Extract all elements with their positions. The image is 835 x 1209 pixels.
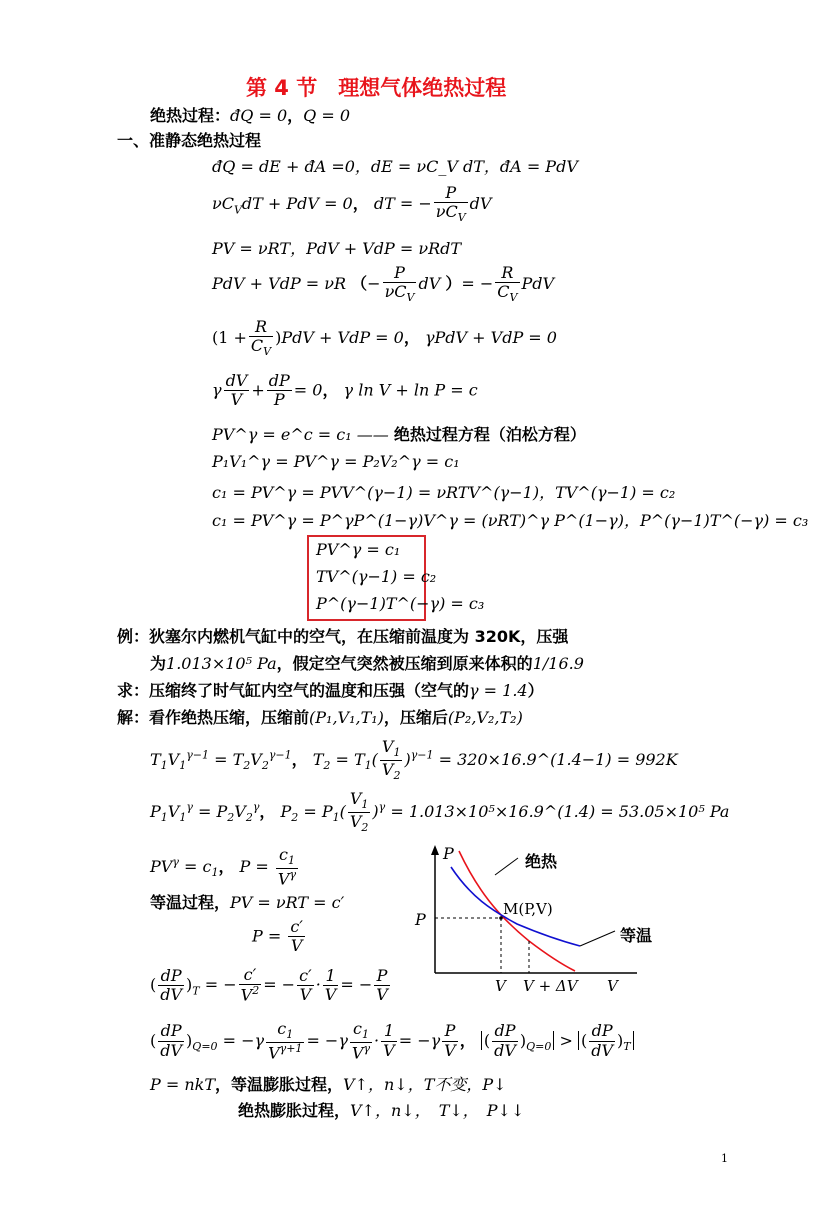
p-tick-label: P	[415, 910, 426, 929]
poisson-label: 绝热过程方程（泊松方程）	[393, 425, 586, 444]
boxed-eq-2: TV^(γ−1) = c₂	[316, 567, 437, 586]
v-axis-label: V	[607, 977, 618, 995]
nkt-eq: P = nkT	[150, 1075, 216, 1094]
iso-expansion-label: ，等温膨胀过程，	[215, 1075, 344, 1094]
example-pressure: 1.013×10⁵ Pa	[166, 654, 277, 673]
pressure-calc: $P_1V_1^\gamma = P_2V_2^\gamma$， $P_2 = P_1$( $\frac{V_1}{V_2}$ )$^\gamma$ = 1.013×10⁵×16.9^(1.4) = 53.05×10⁵ Pa	[150, 789, 730, 835]
eq-line-6: γ $\frac{dV}{V}$ + $\frac{dP}{P}$ = 0， γ ln V + ln P = c	[212, 371, 478, 410]
intro-eq1: đQ = 0	[230, 106, 288, 125]
p-axis-label: P	[443, 845, 454, 863]
eq-line-2: $\nu C_VdT$ + PdV = 0， dT = − $\frac{P}{\nu C_V}$ dV	[212, 183, 492, 225]
eq-line-4: PdV + VdP = νR （− $\frac{P}{\nu C_V}$ dV ）= − $\frac{R}{C_V}$ PdV	[212, 263, 555, 305]
boxed-eq-1: PV^γ = c₁	[316, 540, 401, 559]
iso-expansion-desc: V↑，n↓，T不变，P↓	[343, 1075, 507, 1094]
intro-label: 绝热过程：	[150, 106, 231, 125]
eq-line-5: (1 + $\frac{R}{C_V}$ )PdV + VdP = 0， γPdV + VdP = 0	[212, 317, 557, 359]
v-tick-label: V	[495, 977, 506, 995]
intro-eq2: Q = 0	[303, 106, 351, 125]
temperature-result: = 320×16.9^(1.4−1) = 992K	[438, 749, 678, 769]
eq-line-1: đQ = dE + đA =0，dE = νC_V dT，đA = PdV	[212, 157, 578, 176]
isothermal-derivative: ( $\frac{dP}{dV}$ )$_T$ = − $\frac{c'}{V^2}$ = − $\frac{c'}{V}$ · $\frac{1}{V}$ = − $\frac{P}{V}$	[150, 965, 388, 1005]
solution-state-1: (P₁,V₁,T₁)	[309, 708, 384, 727]
adiabatic-derivative: ( $\frac{dP}{dV}$ )$_{Q=0} = -\gamma$ $\frac{c_1}{V^{\gamma+1}}$ = −γ $\frac{c_1}{V^\gamma}$ · $\frac{1}{V}$ = −γ $\frac{P}{V}$ ， ( $\frac{dP}{dV}$ )$_{Q=0}$ > ( $\frac{dP}{dV}$ )$_T$	[150, 1020, 634, 1063]
temperature-calc: $T_1V_1^{\gamma-1} = T_2V_2^{\gamma-1}$， $T_2 = T_1$( $\frac{V_1}{V_2}$ )$^{\gamma-1}$ = 320×16.9^(1.4−1) = 992K	[150, 737, 678, 783]
adiabatic-p-eq: $PV^\gamma = c_1$， P = $\frac{c_1}{V^\gamma}$	[150, 845, 297, 889]
isothermal-pointer	[580, 931, 615, 946]
question-gamma: γ = 1.4	[469, 681, 528, 700]
final-line-2	[238, 1098, 524, 1121]
solution-text-a: 解：看作绝热压缩，压缩前	[117, 708, 310, 727]
eq-line-7	[212, 422, 586, 445]
example-line2-c: ，假定空气突然被压缩到原来体积的	[276, 654, 533, 673]
isothermal-line	[150, 890, 344, 913]
eq-line-10: c₁ = PV^γ = P^γP^(1−γ)V^γ = (νRT)^γ P^(1−γ)，P^(γ−1)T^(−γ) = c₃	[212, 511, 809, 530]
isothermal-p-eq: P = $\frac{c'}{V}$	[252, 917, 303, 956]
adiabatic-pointer	[495, 858, 518, 875]
boxed-eq-3: P^(γ−1)T^(−γ) = c₃	[316, 594, 485, 613]
adiabatic-label: 绝热	[525, 852, 558, 871]
page-number: 1	[721, 1152, 728, 1165]
example-ratio: 1/16.9	[532, 654, 584, 673]
example-line-1: 例：狄塞尔内燃机气缸中的空气，在压缩前温度为 320K，压强	[117, 627, 569, 646]
page-title: 第 4 节 理想气体绝热过程	[246, 76, 507, 100]
adi-expansion-desc: V↑，n↓， T↓， P↓↓	[350, 1101, 525, 1120]
eq-line-8: P₁V₁^γ = PV^γ = P₂V₂^γ = c₁	[212, 452, 460, 471]
point-m-label: M(P,V)	[503, 900, 553, 918]
example-line2-a: 为	[150, 654, 167, 673]
pressure-result: = 1.013×10⁵×16.9^(1.4) = 53.05×10⁵ Pa	[390, 801, 730, 821]
question-line	[117, 678, 544, 701]
intro-sep: ，	[287, 106, 304, 125]
question-text: 求：压缩终了时气缸内空气的温度和压强（空气的	[117, 681, 470, 700]
pv-diagram	[405, 845, 675, 995]
adi-expansion-label: 绝热膨胀过程，	[238, 1101, 351, 1120]
section-heading: 一、准静态绝热过程	[117, 131, 262, 150]
question-end: ）	[527, 681, 544, 700]
final-line-1	[150, 1072, 507, 1095]
solution-line	[117, 705, 523, 728]
intro-line	[150, 103, 350, 126]
poisson-eq: PV^γ = e^c = c₁ ——	[212, 425, 389, 444]
isothermal-label-graph: 等温	[620, 926, 653, 945]
solution-text-c: ，压缩后	[383, 708, 448, 727]
eq-line-9: c₁ = PV^γ = PVV^(γ−1) = νRTV^(γ−1)，TV^(γ−1) = c₂	[212, 483, 676, 502]
example-line-2	[150, 651, 584, 674]
eq-line-3: PV = νRT，PdV + VdP = νRdT	[212, 239, 462, 258]
isothermal-label: 等温过程，	[150, 893, 231, 912]
v-dv-tick-label: V + ΔV	[523, 977, 578, 995]
solution-state-2: (P₂,V₂,T₂)	[447, 708, 523, 727]
p-axis-arrow	[431, 845, 439, 855]
isothermal-eq: PV = νRT = c′	[230, 893, 345, 912]
